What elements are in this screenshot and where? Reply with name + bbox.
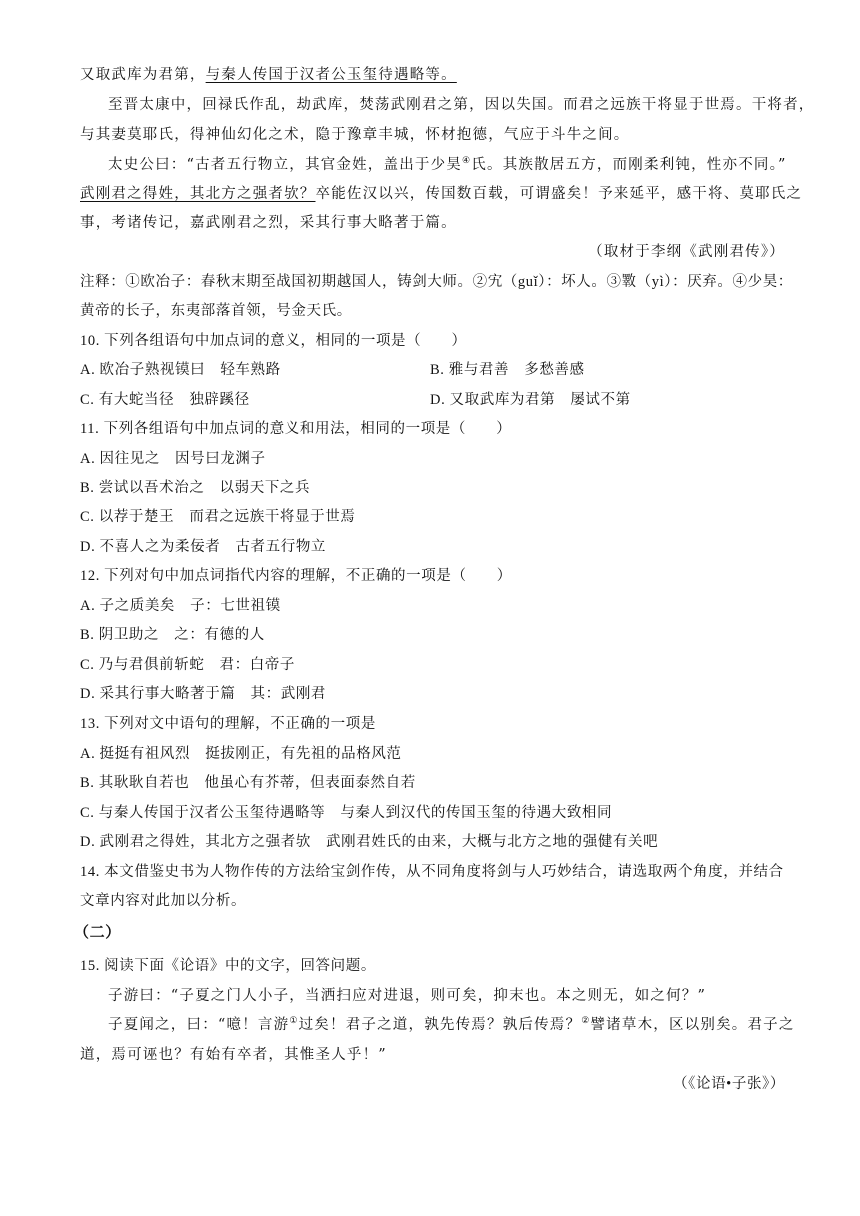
passage-line-2: 至晋太康中，回禄氏作乱，劫武库，焚荡武刚君之第，因以失国。而君之远族干将显于世焉。干将者， <box>108 97 815 113</box>
question-15-stem: 15. 阅读下面《论语》中的文字，回答问题。 <box>80 958 376 974</box>
option-13-a: A. 挺挺有祖风烈 挺拔刚正，有先祖的品格风范 <box>80 746 402 762</box>
passage-text: 太史公曰：“古者五行物立，其官金姓，盖出于少昊 <box>108 157 463 173</box>
question-12-stem: 12. 下列对句中加点词指代内容的理解，不正确的一项是（ ） <box>80 568 512 584</box>
note-marker: ① <box>289 1016 299 1027</box>
underlined-sentence: 与秦人传国于汉者公玉玺待遇略等。 <box>205 67 457 83</box>
option-12-d: D. 采其行事大略著于篇 其：武刚君 <box>80 686 327 702</box>
option-10-a: A. 欧冶子熟视镆曰 轻车熟路 <box>80 362 281 378</box>
option-12-b: B. 阴卫助之 之：有德的人 <box>80 627 265 643</box>
question-11-stem: 11. 下列各组语句中加点词的意义和用法，相同的一项是（ ） <box>80 421 512 437</box>
option-12-a: A. 子之质美矣 子：七世祖镆 <box>80 598 281 614</box>
option-10-c: C. 有大蛇当径 独辟蹊径 <box>80 392 250 408</box>
underlined-sentence: 武刚君之得姓，其北方之强者欤？ <box>80 186 316 202</box>
option-11-c: C. 以荐于楚王 而君之远族干将显于世焉 <box>80 509 356 525</box>
option-13-d: D. 武刚君之得姓，其北方之强者欤 武刚君姓氏的由来，大概与北方之地的强健有关吧 <box>80 834 659 850</box>
option-12-c: C. 乃与君俱前斩蛇 君：白帝子 <box>80 657 296 673</box>
option-13-c: C. 与秦人传国于汉者公玉玺待遇略等 与秦人到汉代的传国玉玺的待遇大致相同 <box>80 805 613 821</box>
passage-line-5 <box>80 184 803 204</box>
question-10-row-1 <box>80 360 785 380</box>
passage-line-4 <box>108 155 813 175</box>
passage-text: 子夏闻之，曰：“噫！言游 <box>108 1017 290 1033</box>
passage-text: 氏。其族散居五方，而刚柔利钝，性亦不同。” <box>471 157 787 173</box>
passage-text: 卒能佐汉以兴，传国数百载，可谓盛矣！予来延平，感干将、莫耶氏之 <box>315 186 803 202</box>
question-14-line-1: 14. 本文借鉴史书为人物作传的方法给宝剑作传，从不同角度将剑与人巧妙结合，请选取两个角度，并结合 <box>80 864 784 880</box>
passage-line-3: 与其妻莫耶氏，得神仙幻化之术，隐于豫章丰城，怀材抱德，气应于斗牛之间。 <box>80 127 630 143</box>
q15-passage-line-1: 子游曰：“子夏之门人小子，当洒扫应对进退，则可矣，抑末也。本之则无，如之何？” <box>108 988 707 1004</box>
option-10-d: D. 又取武库为君第 屡试不第 <box>430 392 631 408</box>
q15-passage-line-2 <box>108 1015 813 1035</box>
option-10-b: B. 雅与君善 多愁善感 <box>430 362 585 378</box>
option-13-b: B. 其耿耿自若也 他虽心有芥蒂，但表面泰然自若 <box>80 775 416 791</box>
note-marker: ② <box>581 1016 591 1027</box>
passage-line-6: 事，考诸传记，嘉武刚君之烈，采其行事大略著于篇。 <box>80 215 457 231</box>
passage-text: 又取武库为君第， <box>80 67 206 83</box>
q15-source: （《论语•子张》） <box>673 1076 785 1092</box>
notes-line-2: 黄帝的长子，东夷部落首领，号金天氏。 <box>80 303 352 319</box>
passage-text: 譬诸草木，区以别矣。君子之 <box>590 1017 795 1033</box>
passage-source: （取材于李纲《武刚君传》） <box>588 244 785 260</box>
passage-text: 过矣！君子之道，孰先传焉？孰后传焉？ <box>298 1017 582 1033</box>
option-11-a: A. 因往见之 因号曰龙渊子 <box>80 451 266 467</box>
option-11-b: B. 尝试以吾术治之 以弱天下之兵 <box>80 480 311 496</box>
question-13-stem: 13. 下列对文中语句的理解，不正确的一项是 <box>80 716 376 732</box>
passage-line-1 <box>80 65 785 85</box>
question-10-stem: 10. 下列各组语句中加点词的意义，相同的一项是（ ） <box>80 333 467 349</box>
option-11-d: D. 不喜人之为柔佞者 古者五行物立 <box>80 539 327 555</box>
note-marker: ④ <box>462 156 472 167</box>
question-14-line-2: 文章内容对此加以分析。 <box>80 893 247 909</box>
question-10-row-2 <box>80 390 785 410</box>
section-heading: （二） <box>74 925 121 941</box>
notes-line-1: 注释：①欧冶子：春秋末期至战国初期越国人，铸剑大师。②宄（guǐ）：坏人。③斁（yì）：厌弃。④少昊： <box>80 274 793 290</box>
q15-passage-line-3: 道，焉可诬也？有始有卒者，其惟圣人乎！” <box>80 1047 387 1063</box>
